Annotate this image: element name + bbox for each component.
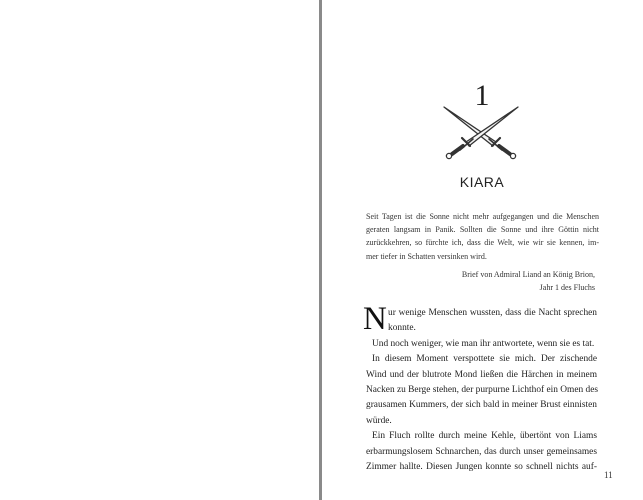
left-page-blank	[0, 0, 319, 500]
body-line: grausamen Kummers, der sich bald in meiner Brust einnisten	[366, 400, 597, 411]
body-line: Ein Fluch rollte durch meine Kehle, übertönt von Liams	[372, 431, 597, 442]
epigraph-line: geraten langsam in Panik. Sollten die Sonne und ihre Göttin nicht	[366, 225, 599, 235]
body-line: konnte.	[388, 323, 416, 334]
body-line: Zimmer hallte. Diesen Jungen konnte so schnell nichts auf-	[366, 462, 597, 473]
body-line: Und noch weniger, wie man ihr antwortete, wenn sie es tat.	[372, 338, 595, 349]
epigraph-line: mer tiefer in Schatten versinken wird.	[366, 251, 487, 261]
page-number: 11	[604, 470, 613, 480]
chapter-title: KIARA	[459, 174, 505, 190]
body-line: würde.	[366, 415, 392, 426]
epigraph-source	[420, 268, 595, 294]
epigraph-source-line: Jahr 1 des Fluchs	[539, 283, 595, 293]
body-line: Wind und der blutrote Mond ließen die Härchen in meinem	[366, 369, 597, 380]
epigraph	[366, 210, 599, 263]
body-line: In diesem Moment verspottete sie mich. Der zischende	[372, 354, 597, 365]
body-line: ur wenige Menschen wussten, dass die Nacht sprechen	[388, 308, 597, 318]
chapter-number: 1	[474, 79, 490, 112]
drop-cap: N	[363, 301, 387, 337]
crossed-daggers-icon	[426, 98, 536, 160]
body-line: Nacken zu Berge stehen, der purpurne Lichthof ein Omen des	[366, 385, 599, 396]
epigraph-line: zurückkehren, so fürchte ich, dass die Welt, wie wir sie kennen, im-	[366, 238, 599, 248]
body-text	[366, 306, 597, 475]
epigraph-line: Seit Tagen ist die Sonne nicht mehr aufgegangen und die Menschen	[366, 212, 599, 221]
body-line: erbarmungslosem Schnarchen, das durch unser gemeinsames	[366, 446, 597, 457]
epigraph-source-line: Brief von Admiral Liand an König Brion,	[461, 270, 595, 279]
